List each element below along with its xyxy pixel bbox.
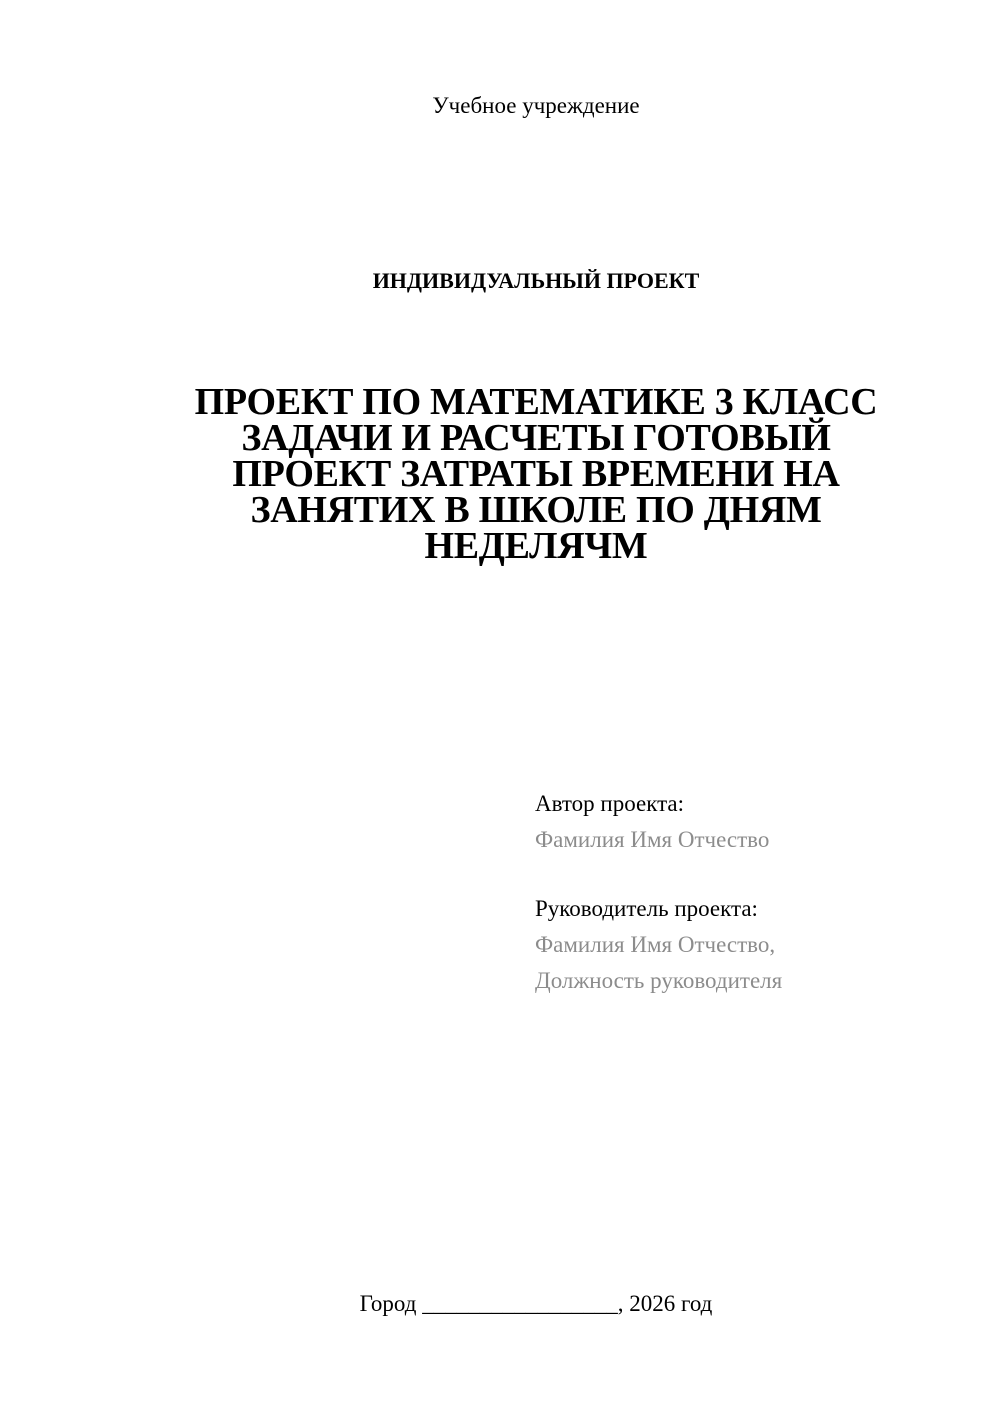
project-title-line: НЕДЕЛЯЧМ (424, 525, 648, 567)
project-title-line: ПРОЕКТ ЗАТРАТЫ ВРЕМЕНИ НА (232, 453, 840, 495)
author-label: Автор проекта: (535, 791, 684, 816)
spacer (535, 858, 975, 891)
project-title-line: ЗАДАЧИ И РАСЧЕТЫ ГОТОВЫЙ (241, 417, 831, 459)
project-title-line: ПРОЕКТ ПО МАТЕМАТИКЕ 3 КЛАСС (194, 381, 878, 423)
supervisor-name: Фамилия Имя Отчество, (535, 932, 776, 957)
city-year-line: Город _________________, 2026 год (359, 1291, 713, 1316)
institution-name: Учебное учреждение (432, 93, 640, 118)
supervisor-position: Должность руководителя (535, 968, 783, 993)
project-title (150, 381, 922, 567)
supervisor-label: Руководитель проекта: (535, 896, 758, 921)
document-type: ИНДИВИДУАЛЬНЫЙ ПРОЕКТ (372, 268, 700, 293)
project-title-line: ЗАНЯТИХ В ШКОЛЕ ПО ДНЯМ (250, 489, 822, 531)
author-block (535, 786, 975, 999)
author-name: Фамилия Имя Отчество (535, 827, 770, 852)
